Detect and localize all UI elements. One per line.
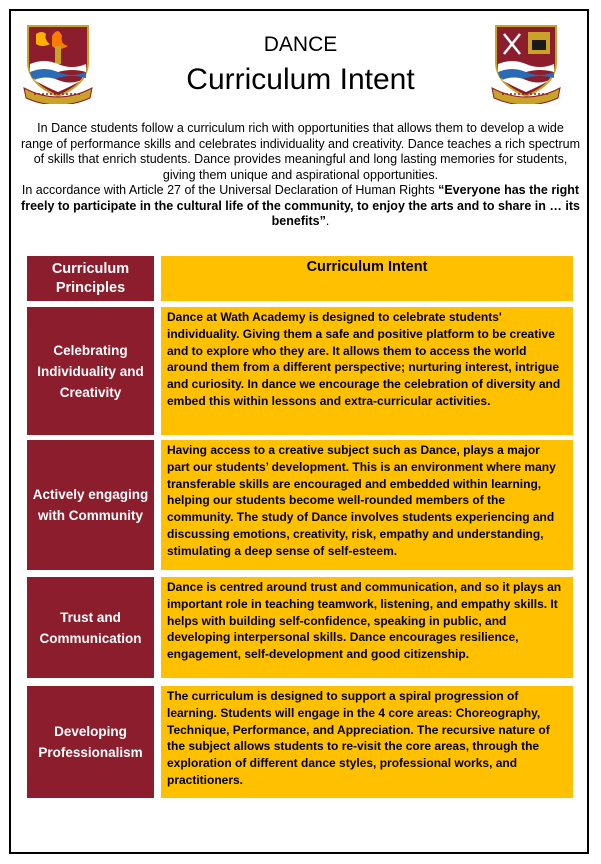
intro-paragraph: In Dance students follow a curriculum rich with opportunities that allows them to develop a wide range of performance skills and celebrates individuality and creativity. Dance teaches a rich spectrum of skills that enrich students. Dance provides meaningful and long lasting memories for students, giving them unique and aspirational opportunities. xyxy=(20,121,581,182)
rights-end: . xyxy=(325,214,330,228)
intent-cell: The curriculum is designed to support a spiral progression of learning. Students will engage in the 4 core areas: Choreography, Technique, Performance, and Appreciation. The recursive nature of the subject allows students to re-visit the core areas, through the exploration of different dance styles, professional works, and practitioners. xyxy=(161,686,573,798)
principle-cell: Trust and Communication xyxy=(27,577,154,678)
principle-cell: Developing Professionalism xyxy=(27,686,154,798)
rights-statement xyxy=(20,183,581,230)
principle-cell: Celebrating Individuality and Creativity xyxy=(27,307,154,435)
header-curriculum-principles: Curriculum Principles xyxy=(27,256,154,301)
subject-title: DANCE xyxy=(263,33,338,56)
principle-cell: Actively engaging with Community xyxy=(27,440,154,570)
intent-cell: Dance is centred around trust and communication, and so it plays an important role in teaching teamwork, listening, and empathy skills. It helps with building self-confidence, speaking in public, and developing interpersonal skills. Dance encourages resilience, engagement, self-development and good citizenship. xyxy=(161,577,573,678)
intro-text xyxy=(20,121,581,230)
rights-quote: “Everyone has the right freely to participate in the cultural life of the community, to enjoy the arts and to share in … its benefits” xyxy=(21,183,580,228)
intent-cell: Dance at Wath Academy is designed to celebrate students' individuality. Giving them a safe and positive platform to be creative and to explore who they are. It allows them to access the world around them from a different perspective; nurturing interest, intrigue and curiosity. In dance we encourage the celebration of diversity and embed this within lessons and extra-curricular activities. xyxy=(161,307,573,435)
intent-cell: Having access to a creative subject such as Dance, plays a major part our students’ development. This is an environment where many transferable skills are encouraged and embedded within learning, helping our students become well-rounded members of the community. The study of Dance involves students experiencing and discussing emotions, creativity, risk, empathy and understanding, stimulating a deep sense of self-esteem. xyxy=(161,440,573,570)
header-curriculum-intent: Curriculum Intent xyxy=(161,256,573,301)
page-title: Curriculum Intent xyxy=(186,63,415,96)
rights-lead: In accordance with Article 27 of the Universal Declaration of Human Rights xyxy=(21,183,439,197)
